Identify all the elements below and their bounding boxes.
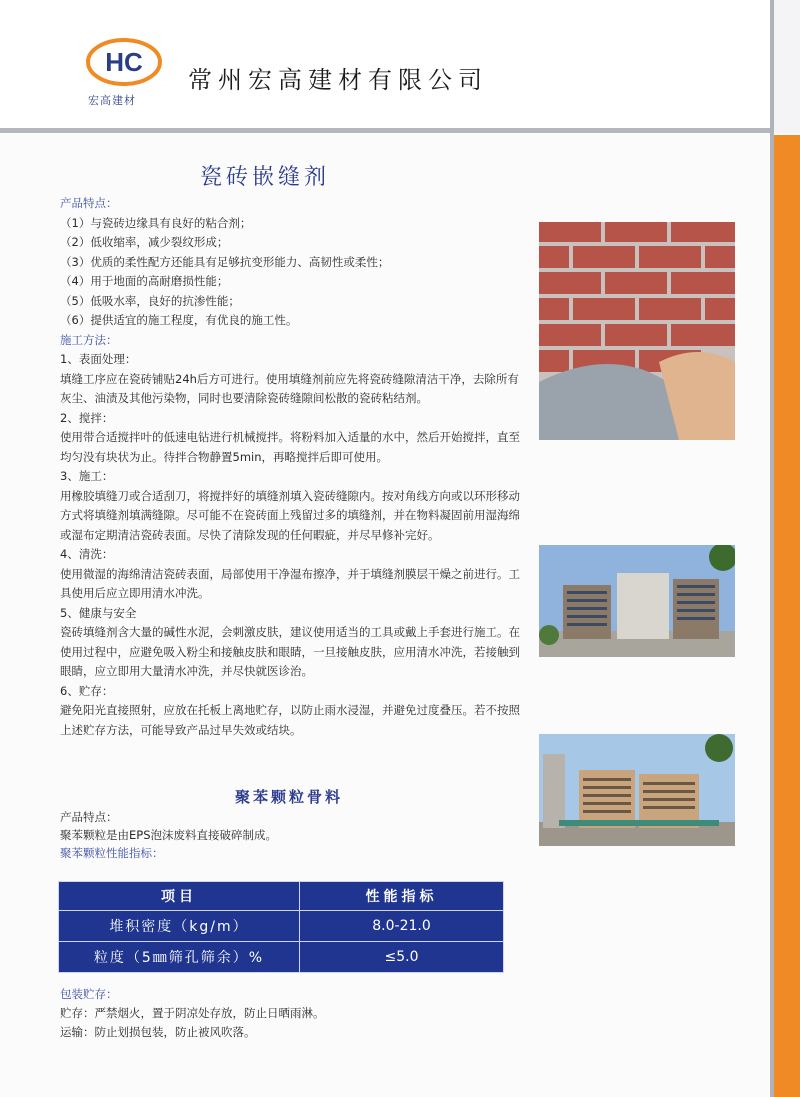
step-text: 使用微湿的海绵清洁瓷砖表面，局部使用干净湿布擦净，并于填缝剂膜层干燥之前进行。工具使用后应立即用清水冲洗。 <box>60 566 520 600</box>
step-text: 避免阳光直接照射，应放在托板上离地贮存，以防止雨水浸湿，并避免过度叠压。若不按照上述贮存方法，可能导致产品过早失效或结块。 <box>60 703 520 737</box>
feature-item: （2）低收缩率，减少裂纹形成； <box>60 235 229 249</box>
method-heading: 施工方法： <box>60 332 118 347</box>
feature-item: （5）低吸水率，良好的抗渗性能； <box>60 293 240 308</box>
logo-letters: HC <box>105 47 143 77</box>
company-name: 常州宏高建材有限公司 <box>188 66 488 94</box>
step-text: 瓷砖填缝剂含大量的碱性水泥，会刺激皮肤，建议使用适当的工具或戴上手套进行施工。在使用过程中，应避免吸入粉尘和接触皮肤和眼睛，一旦接触皮肤，应用清水冲洗，若接触到眼睛，应立即用大量清水冲洗，并尽快就医诊治。 <box>60 625 520 678</box>
features-heading: 产品特点： <box>60 196 118 210</box>
feature-item: （3）优质的柔性配方还能具有足够抗变形能力、高韧性或柔性； <box>60 254 390 269</box>
table-row <box>59 911 504 942</box>
feature-item: （6）提供适宜的施工程度，有优良的施工性。 <box>60 313 298 327</box>
feature-item: （4）用于地面的高耐磨损性能； <box>60 274 229 288</box>
step-text: 填缝工序应在瓷砖铺贴24h后方可进行。使用填缝剂前应先将瓷砖缝隙清洁干净，去除所有灰尘、油渍及其他污染物，同时也要清除瓷砖缝隙间松散的瓷砖粘结剂。 <box>60 371 519 405</box>
step-title: 4、清洗： <box>60 547 114 561</box>
building-photo <box>539 545 735 657</box>
packing-transport: 运输：防止划损包装，防止被风吹落。 <box>60 1025 256 1039</box>
step-title: 6、贮存： <box>60 683 114 698</box>
header <box>0 0 770 128</box>
hotel-photo <box>539 734 735 846</box>
spec-table <box>58 881 504 973</box>
aggregate-section <box>60 808 520 862</box>
table-cell: ≤5.0 <box>300 942 504 973</box>
table-header-cell: 性能指标 <box>300 882 504 911</box>
table-cell: 8.0-21.0 <box>300 911 504 942</box>
packing-heading: 包装贮存： <box>60 987 118 1001</box>
table-header-row <box>59 882 504 911</box>
aggregate-title: 聚苯颗粒骨料 <box>235 788 344 806</box>
step-title: 5、健康与安全 <box>60 605 137 620</box>
logo-caption: 宏高建材 <box>88 94 136 107</box>
side-cap <box>774 0 800 133</box>
aggregate-feature-heading: 产品特点： <box>60 810 118 824</box>
table-header-cell: 项目 <box>59 882 300 911</box>
step-text: 使用带合适搅拌叶的低速电钻进行机械搅拌。将粉料加入适量的水中，然后开始搅拌，直至均匀没有块状为止。待拌合物静置5min，再略搅拌后即可使用。 <box>60 430 520 464</box>
side-orange-bar <box>774 135 800 1097</box>
aggregate-spec-heading: 聚苯颗粒性能指标： <box>60 846 164 860</box>
step-text: 用橡胶填缝刀或合适刮刀，将搅拌好的填缝剂填入瓷砖缝隙内。按对角线方向或以环形移动方式将填缝剂填满缝隙。尽可能不在瓷砖面上残留过多的填缝剂，并在物料凝固前用湿海绵或湿布定期清洁瓷砖表面。尽快了清除发现的任何暇疵，并尽早修补完好。 <box>60 488 520 542</box>
aggregate-feature-text: 聚苯颗粒是由EPS泡沫废料直接破碎制成。 <box>60 828 277 842</box>
packing-storage: 贮存：严禁烟火，置于阴凉处存放，防止日晒雨淋。 <box>60 1006 325 1020</box>
page-title: 瓷砖嵌缝剂 <box>200 165 331 190</box>
table-cell: 堆积密度（kg/m） <box>59 911 300 942</box>
packing-section <box>60 985 520 1042</box>
main-content <box>60 194 520 740</box>
table-cell: 粒度（5㎜筛孔筛余）% <box>59 942 300 973</box>
step-title: 2、搅拌： <box>60 410 114 425</box>
step-title: 1、表面处理： <box>60 352 137 366</box>
header-divider <box>0 128 770 133</box>
feature-item: （1）与瓷砖边缘具有良好的粘合剂； <box>60 215 252 230</box>
table-row <box>59 942 504 973</box>
brick-wall-photo <box>539 222 735 440</box>
step-title: 3、施工： <box>60 469 114 483</box>
